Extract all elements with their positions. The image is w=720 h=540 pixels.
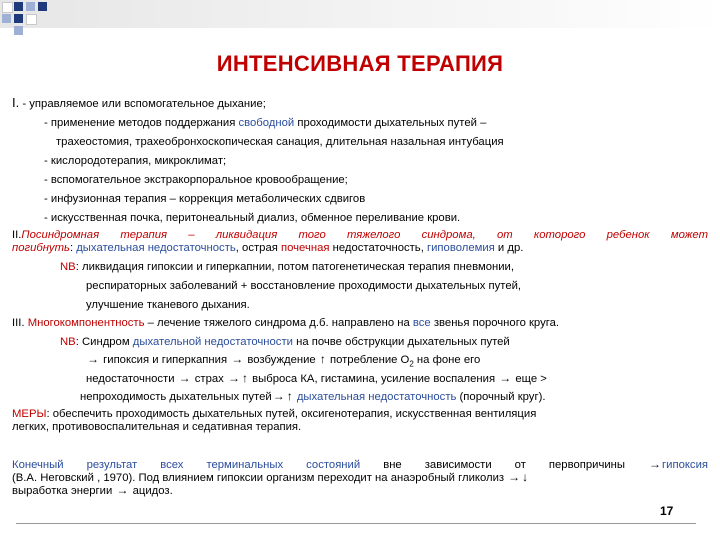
arrow-right-icon: →	[272, 389, 285, 403]
section-3-lead: III. Многокомпонентность – лечение тяжелого синдрома д.б. направлено на все звенья порочного круга.	[12, 317, 560, 329]
arrow-right-icon: →	[231, 352, 244, 366]
page-number: 17	[660, 504, 674, 518]
header-band	[0, 0, 720, 28]
arrow-right-icon: →	[178, 371, 191, 385]
slide-title: ИНТЕНСИВНАЯ ТЕРАПИЯ	[216, 51, 504, 76]
section-2-nb-line: улучшение тканевого дыхания.	[86, 299, 250, 311]
section-1-item: - кислородотерапия, микроклимат;	[44, 155, 227, 167]
final-line-3: выработка энергии → ацидоз.	[12, 483, 173, 497]
arrow-right-icon: →	[508, 470, 521, 484]
section-1-item: - искусственная почка, перитонеальный диализ, обменное переливание крови.	[44, 212, 461, 224]
arrow-up-icon: ↑	[319, 352, 326, 366]
arrow-right-icon: →	[649, 457, 662, 471]
section-2-line-1: II.Посиндромная терапия – ликвидация того тяжелого синдрома, от которого ребенок может	[12, 229, 708, 241]
section-2-line-2: погибнуть: дыхательная недостаточность, острая почечная недостаточность, гиповолемия и др.	[12, 242, 524, 254]
arrow-right-icon: →	[499, 371, 512, 385]
arrow-down-icon: ↓	[522, 470, 529, 484]
section-2-nb-line: респираторных заболеваний + восстановление проходимости дыхательных путей,	[86, 280, 522, 292]
measures-line-2: легких, противовоспалительная и седативная терапия.	[12, 421, 302, 433]
footer-divider	[16, 523, 696, 524]
section-1-item: - инфузионная терапия – коррекция метаболических сдвигов	[44, 193, 366, 205]
section-1-item: трахеостомия, трахеобронхоскопическая санация, длительная назальная интубация	[56, 136, 504, 148]
arrow-right-icon: →	[116, 483, 129, 497]
arrow-up-icon: ↑	[241, 371, 248, 385]
arrow-up-icon: ↑	[286, 389, 293, 403]
section-3-chain-1: → гипоксия и гиперкапния → возбуждение ↑ потребление $О_2$ на фоне его	[87, 352, 481, 369]
section-1-item: - вспомогательное экстракорпоральное кровообращение;	[44, 174, 348, 186]
arrow-right-icon: →	[227, 371, 240, 385]
section-3-chain-2: недостаточности → страх → ↑ выброса КА, гистамина, усиление воспаления → еще >	[86, 371, 547, 385]
final-line-2: (В.А. Неговский , 1970). Под влиянием гипоксии организм переходит на анаэробный гликолиз → ↓	[12, 470, 529, 484]
section-1-item: - применение методов поддержания свободной проходимости дыхательных путей –	[44, 117, 487, 129]
section-3-nb-line: NB: Синдром дыхательной недостаточности на почве обструкции дыхательных путей	[60, 336, 510, 348]
section-1-lead: I. - управляемое или вспомогательное дыхание;	[12, 95, 266, 110]
final-line-1: Конечный результат всех терминальных состояний вне зависимости от первопричины →гипоксия	[12, 457, 708, 471]
section-2-nb-line: NB: ликвидация гипоксии и гиперкапнии, потом патогенетическая терапия пневмонии,	[60, 261, 514, 273]
section-3-chain-3: непроходимость дыхательных путей→ ↑ дыхательная недостаточность (порочный круг).	[80, 389, 546, 403]
measures-line-1: МЕРЫ: обеспечить проходимость дыхательных путей, оксигенотерапия, искусственная вентиляция	[12, 408, 537, 420]
arrow-right-icon: →	[87, 352, 99, 366]
